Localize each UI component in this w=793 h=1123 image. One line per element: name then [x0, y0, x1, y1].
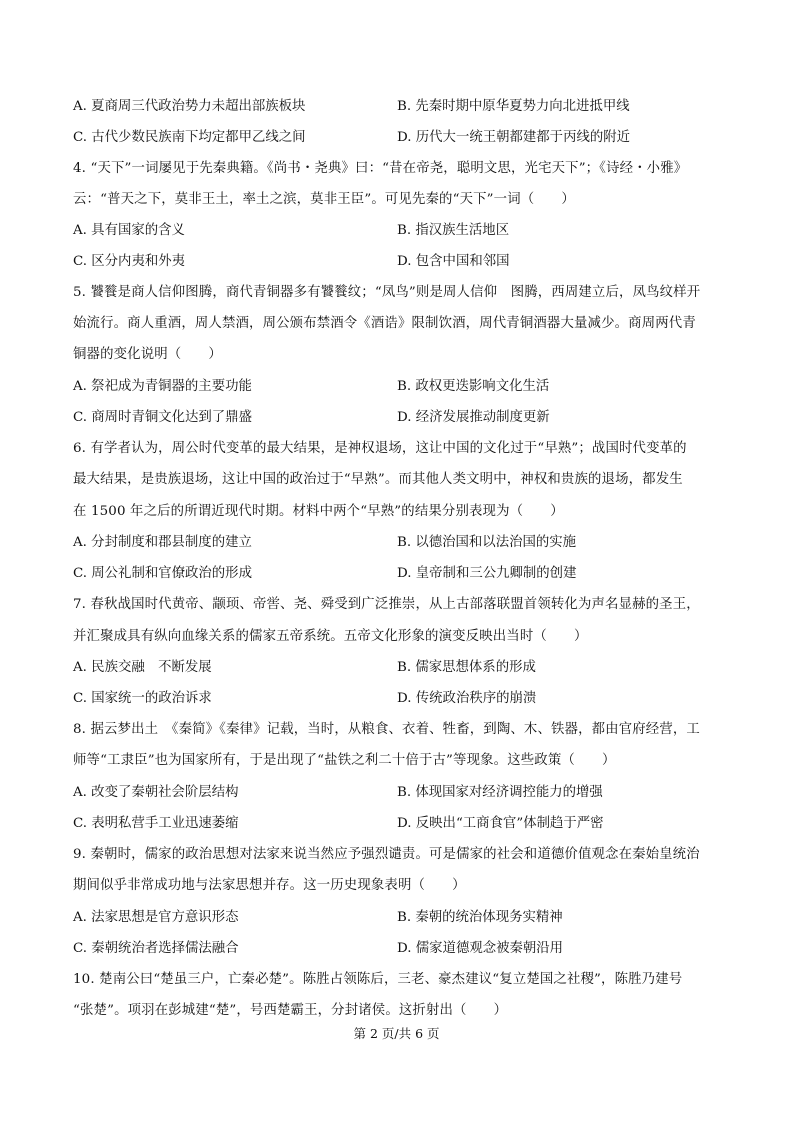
question-10-stem-line-1: 10. 楚南公曰“楚虽三户，亡秦必楚”。陈胜占领陈后，三老、豪杰建议“复立楚国之社稷”，陈胜乃建号: [73, 972, 683, 987]
question-6-option-b: B. 以德治国和以法治国的实施: [397, 535, 577, 550]
question-4-option-d: D. 包含中国和邻国: [397, 254, 510, 269]
question-4-stem-line-2: 云：“普天之下，莫非王土，率土之滨，莫非王臣”。可见先秦的“天下”一词（ ）: [73, 192, 575, 207]
question-6-stem-line-3: 在 1500 年之后的所谓近现代时期。材料中两个“早熟”的结果分别表现为（ ）: [73, 504, 564, 519]
option-d: D. 历代大一统王朝都建都于丙线的附近: [397, 130, 631, 145]
option-b: B. 先秦时期中原华夏势力向北进抵甲线: [397, 99, 630, 114]
question-4-option-c: C. 区分内夷和外夷: [73, 254, 186, 269]
page-number: 第 2 页/共 6 页: [353, 1026, 440, 1041]
option-a: A. 夏商周三代政治势力未超出部族板块: [73, 99, 306, 114]
question-6-option-a: A. 分封制度和郡县制度的建立: [73, 535, 252, 550]
question-9-option-d: D. 儒家道德观念被秦朝沿用: [397, 941, 564, 956]
question-9-option-c: C. 秦朝统治者选择儒法融合: [73, 941, 239, 956]
question-5-option-c: C. 商周时青铜文化达到了鼎盛: [73, 410, 252, 425]
question-5-option-d: D. 经济发展推动制度更新: [397, 410, 550, 425]
question-5-stem-line-2: 始流行。商人重酒，周人禁酒，周公颁布禁酒令《酒诰》限制饮酒，周代青铜酒器大量减少。商周两代青: [73, 316, 696, 331]
question-5-stem-line-3: 铜器的变化说明（ ）: [73, 347, 222, 362]
question-9-stem-line-2: 期间似乎非常成功地与法家思想并存。这一历史现象表明（ ）: [73, 878, 466, 893]
question-6-stem-line-2: 最大结果，是贵族退场，这让中国的政治过于“早熟”。而其他人类文明中，神权和贵族的退场，都发生: [73, 472, 683, 487]
question-9-option-b: B. 秦朝的统治体现务实精神: [397, 910, 563, 925]
question-9-stem-line-1: 9. 秦朝时，儒家的政治思想对法家来说当然应予强烈谴责。可是儒家的社会和道德价值观念在秦始皇统治: [73, 847, 700, 862]
question-7-option-d: D. 传统政治秩序的崩溃: [397, 691, 537, 706]
question-6-option-d: D. 皇帝制和三公九卿制的创建: [397, 566, 577, 581]
question-7-option-a: A. 民族交融 不断发展: [73, 660, 212, 675]
question-6-option-c: C. 周公礼制和官僚政治的形成: [73, 566, 252, 581]
question-8-stem-line-2: 师等“工隶臣”也为国家所有，于是出现了“盐铁之利二十倍于古”等现象。这些政策（ ）: [73, 753, 616, 768]
question-7-option-c: C. 国家统一的政治诉求: [73, 691, 212, 706]
question-8-option-a: A. 改变了秦朝社会阶层结构: [73, 785, 239, 800]
question-4-option-b: B. 指汉族生活地区: [397, 223, 510, 238]
question-8-stem-line-1: 8. 据云梦出土 《秦简》《秦律》记载，当时，从粮食、衣着、牲畜，到陶、木、铁器，都由官府经营，工: [73, 722, 700, 737]
question-8-option-b: B. 体现国家对经济调控能力的增强: [397, 785, 603, 800]
question-9-option-a: A. 法家思想是官方意识形态: [73, 910, 239, 925]
question-7-option-b: B. 儒家思想体系的形成: [397, 660, 536, 675]
question-8-option-d: D. 反映出“工商食官”体制趋于严密: [397, 816, 604, 831]
question-10-stem-line-2: “张楚”。项羽在彭城建“楚”，号西楚霸王，分封诸侯。这折射出（ ）: [73, 1003, 508, 1018]
question-7-stem-line-1: 7. 春秋战国时代黄帝、颛顼、帝喾、尧、舜受到广泛推崇，从上古部落联盟首领转化为声名显赫的圣王，: [73, 597, 700, 612]
question-7-stem-line-2: 并汇聚成具有纵向血缘关系的儒家五帝系统。五帝文化形象的演变反映出当时（ ）: [73, 629, 588, 644]
question-8-option-c: C. 表明私营手工业迅速萎缩: [73, 816, 239, 831]
question-5-option-b: B. 政权更迭影响文化生活: [397, 379, 550, 394]
option-c: C. 古代少数民族南下均定都甲乙线之间: [73, 130, 306, 145]
question-6-stem-line-1: 6. 有学者认为，周公时代变革的最大结果，是神权退场，这让中国的文化过于“早熟”；战国时代变革的: [73, 441, 687, 456]
question-4-stem-line-1: 4. “天下”一词屡见于先秦典籍。《尚书・尧典》曰：“昔在帝尧，聪明文思，光宅天下”；《诗经・小雅》: [73, 161, 688, 176]
question-5-option-a: A. 祭祀成为青铜器的主要功能: [73, 379, 252, 394]
question-4-option-a: A. 具有国家的含义: [73, 223, 185, 238]
question-5-stem-line-1: 5. 饕餮是商人信仰图腾，商代青铜器多有饕餮纹；“凤鸟”则是周人信仰 图腾，西周建立后，凤鸟纹样开: [73, 285, 701, 300]
